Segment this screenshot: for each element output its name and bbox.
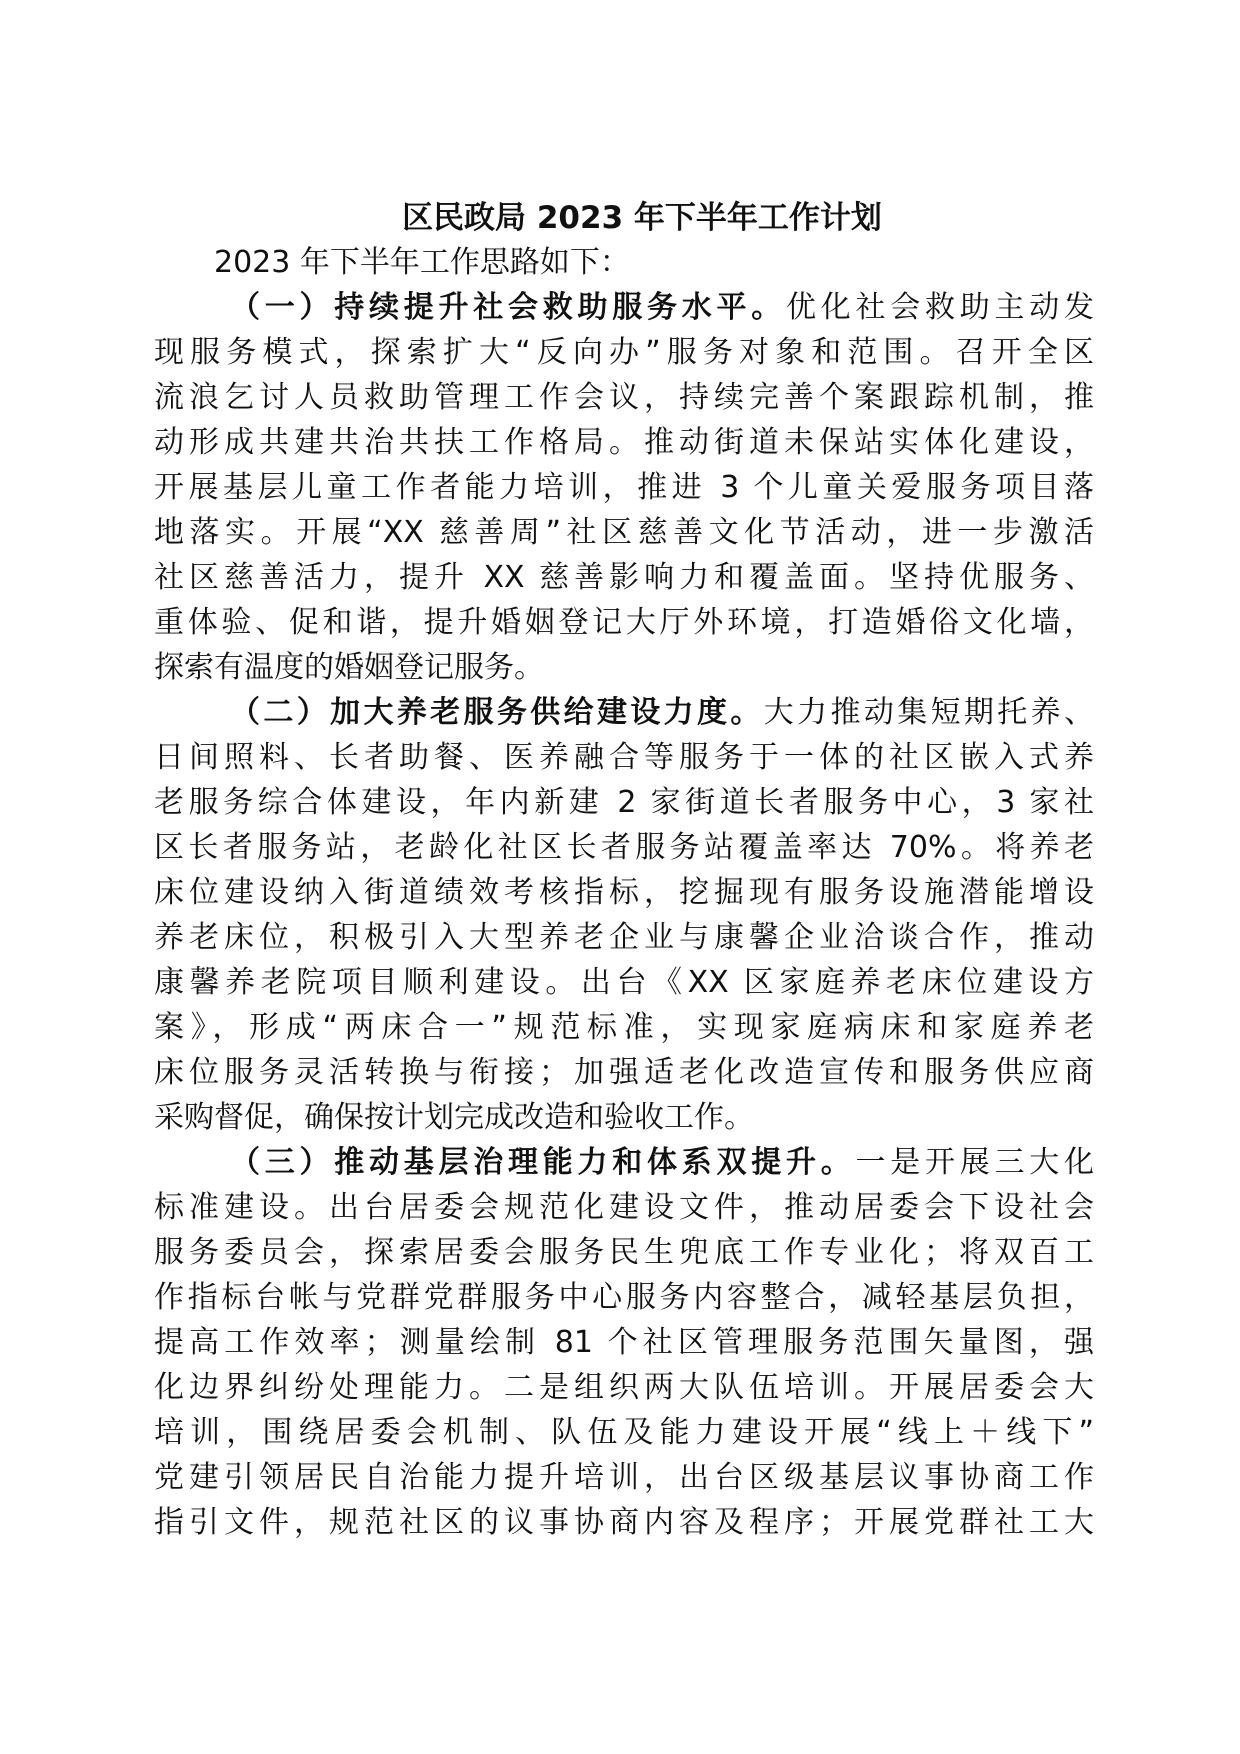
section-1-line: 探索有温度的婚姻登记服务。 bbox=[154, 650, 544, 685]
section-3-line: 党建引领居民自治能力提升培训，出台区级基层议事协商工作 bbox=[154, 1460, 1094, 1495]
section-3-line: 培训，围绕居委会机制、队伍及能力建设开展“线上＋线下” bbox=[154, 1415, 1094, 1450]
section-1-first-line bbox=[154, 285, 1094, 330]
section-2-line: 区长者服务站，老龄化社区长者服务站覆盖率达 70%。将养老 bbox=[154, 830, 1094, 865]
section-2-line: 案》，形成“两床合一”规范标准，实现家庭病床和家庭养老 bbox=[154, 1010, 1094, 1045]
section-2-heading: （二）加大养老服务供给建设力度。 bbox=[230, 695, 764, 730]
section-1-line: 重体验、促和谐，提升婚姻登记大厅外环境，打造婚俗文化墙， bbox=[154, 605, 1094, 640]
section-3-first-line-text: 一是开展三大化 bbox=[855, 1145, 1094, 1180]
section-2-line: 采购督促，确保按计划完成改造和验收工作。 bbox=[154, 1100, 754, 1135]
intro-paragraph: 2023 年下半年工作思路如下： bbox=[214, 245, 630, 280]
section-2-line: 床位服务灵活转换与衔接；加强适老化改造宣传和服务供应商 bbox=[154, 1055, 1094, 1090]
section-3-line: 服务委员会，探索居委会服务民生兜底工作专业化；将双百工 bbox=[154, 1235, 1094, 1270]
section-1-first-line-text: 优化社会救助主动发 bbox=[786, 290, 1094, 325]
section-3-line: 标准建设。出台居委会规范化建设文件，推动居委会下设社会 bbox=[154, 1190, 1094, 1225]
section-2 bbox=[154, 690, 1094, 1140]
section-3 bbox=[154, 1140, 1094, 1545]
section-3-line: 作指标台帐与党群党群服务中心服务内容整合，减轻基层负担， bbox=[154, 1280, 1094, 1315]
section-1-line: 开展基层儿童工作者能力培训，推进 3 个儿童关爱服务项目落 bbox=[154, 470, 1094, 505]
document-page bbox=[154, 196, 1094, 1545]
section-3-first-line bbox=[154, 1140, 1094, 1185]
section-2-line: 康馨养老院项目顺利建设。出台《XX 区家庭养老床位建设方 bbox=[154, 965, 1094, 1000]
section-1-line: 动形成共建共治共扶工作格局。推动街道未保站实体化建设， bbox=[154, 425, 1094, 460]
section-2-line: 养老床位，积极引入大型养老企业与康馨企业洽谈合作，推动 bbox=[154, 920, 1094, 955]
section-2-line: 日间照料、长者助餐、医养融合等服务于一体的社区嵌入式养 bbox=[154, 740, 1094, 775]
section-1-line: 现服务模式，探索扩大“反向办”服务对象和范围。召开全区 bbox=[154, 335, 1094, 370]
section-2-first-line bbox=[154, 690, 1094, 735]
section-1-heading: （一）持续提升社会救助服务水平。 bbox=[230, 290, 786, 325]
section-1 bbox=[154, 285, 1094, 690]
section-3-line: 提高工作效率；测量绘制 81 个社区管理服务范围矢量图，强 bbox=[154, 1325, 1094, 1360]
section-3-line: 指引文件，规范社区的议事协商内容及程序；开展党群社工大 bbox=[154, 1505, 1094, 1540]
section-3-line: 化边界纠纷处理能力。二是组织两大队伍培训。开展居委会大 bbox=[154, 1370, 1094, 1405]
section-2-first-line-text: 大力推动集短期托养、 bbox=[763, 695, 1095, 730]
section-1-line: 社区慈善活力，提升 XX 慈善影响力和覆盖面。坚持优服务、 bbox=[154, 560, 1094, 595]
document-title: 区民政局 2023 年下半年工作计划 bbox=[402, 200, 882, 236]
section-1-line: 地落实。开展“XX 慈善周”社区慈善文化节活动，进一步激活 bbox=[154, 515, 1094, 550]
section-2-line: 床位建设纳入街道绩效考核指标，挖掘现有服务设施潜能增设 bbox=[154, 875, 1094, 910]
section-1-line: 流浪乞讨人员救助管理工作会议，持续完善个案跟踪机制，推 bbox=[154, 380, 1094, 415]
section-3-heading: （三）推动基层治理能力和体系双提升。 bbox=[230, 1145, 856, 1180]
section-2-line: 老服务综合体建设，年内新建 2 家街道长者服务中心，3 家社 bbox=[154, 785, 1094, 820]
